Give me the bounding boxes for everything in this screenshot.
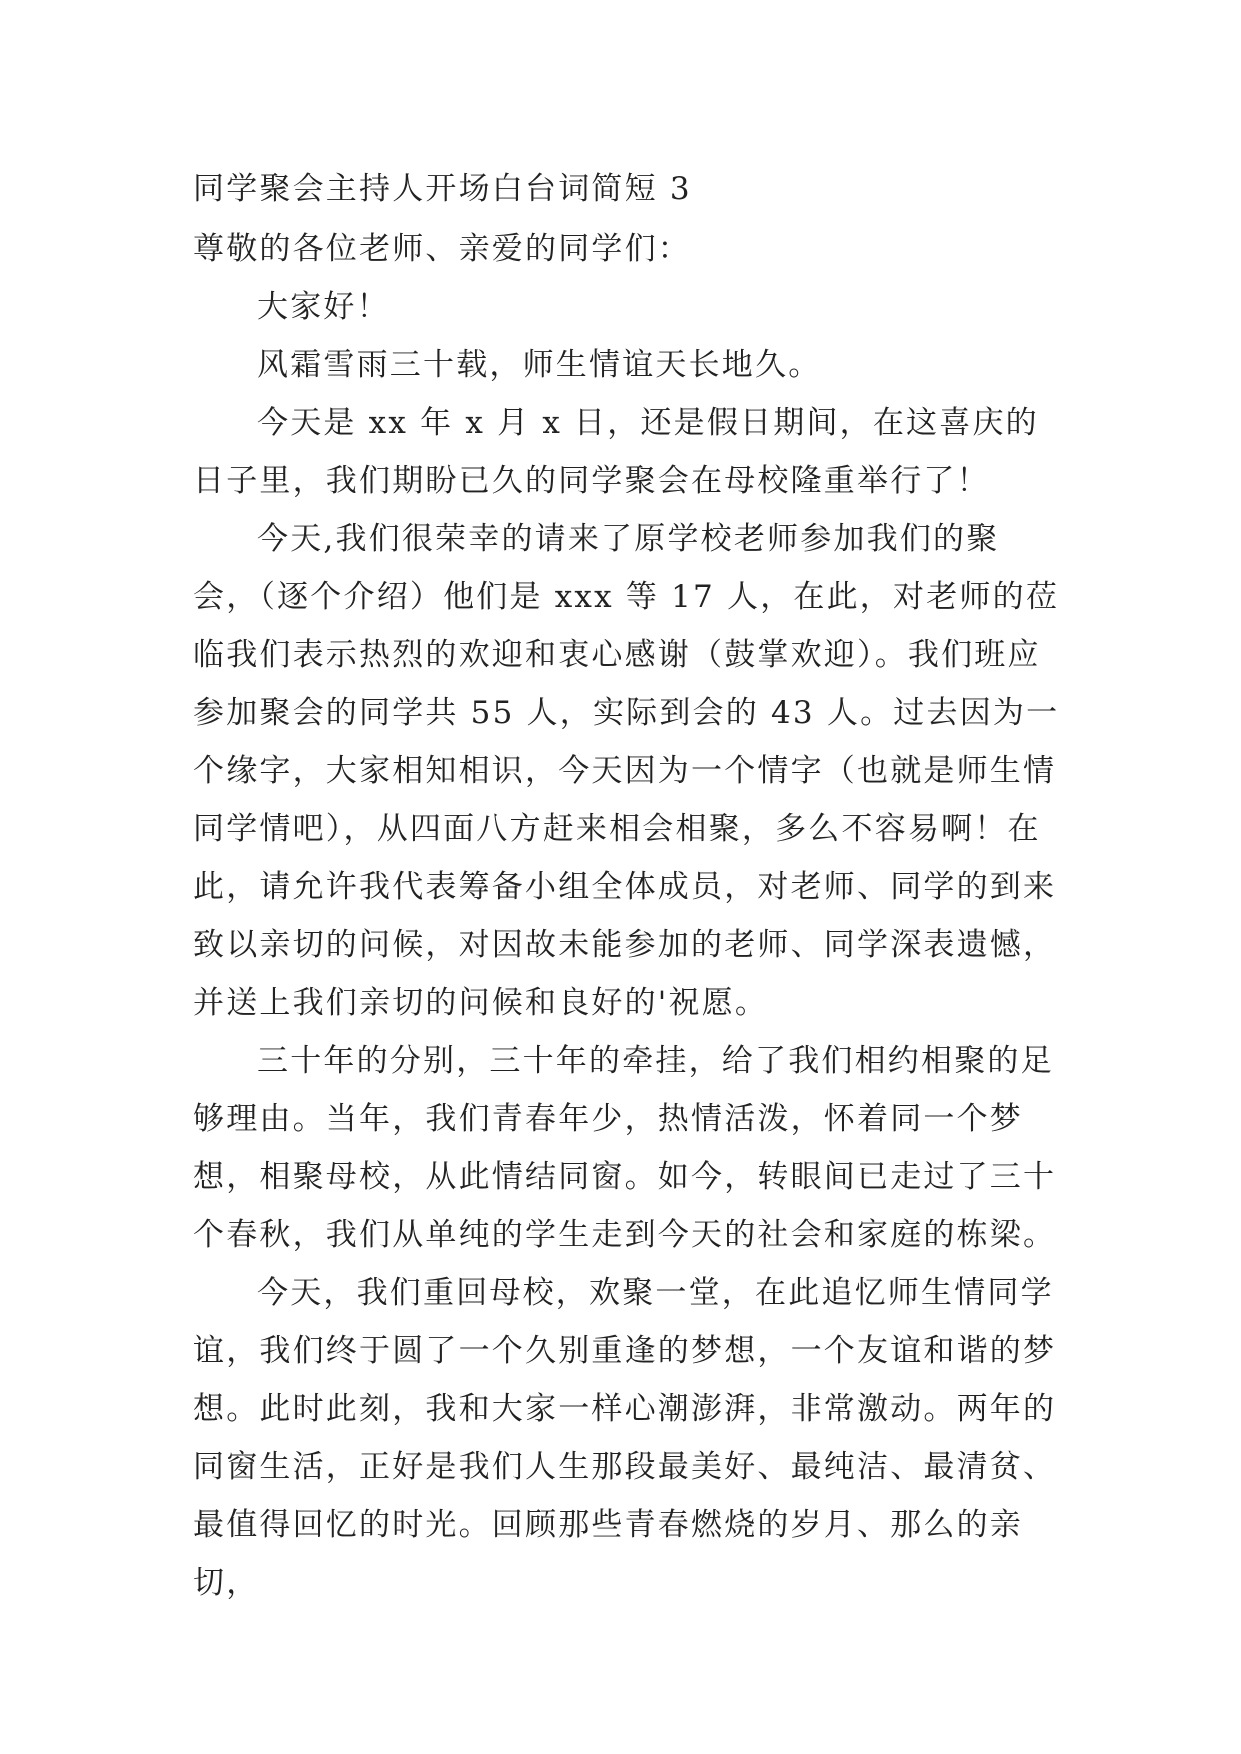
paragraph-thirty-years: 三十年的分别，三十年的牵挂，给了我们相约相聚的足够理由。当年，我们青春年少，热情活泼，怀着同一个梦想，相聚母校，从此情结同窗。如今，转眼间已走过了三十个春秋，我们从单纯的学生走到今天的社会和家庭的栋梁。 xyxy=(193,1043,1057,1253)
salutation: 尊敬的各位老师、亲爱的同学们： xyxy=(193,231,691,267)
paragraph-reunion: 今天，我们重回母校，欢聚一堂，在此追忆师生情同学谊，我们终于圆了一个久别重逢的梦想，一个友谊和谐的梦想。此时此刻，我和大家一样心潮澎湃，非常激动。两年的同窗生活，正好是我们人生那段最美好、最纯洁、最清贫、最值得回忆的时光。回顾那些青春燃烧的岁月、那么的亲切， xyxy=(193,1275,1057,1601)
document-body xyxy=(193,160,1063,1612)
document-title: 同学聚会主持人开场白台词简短 3 xyxy=(193,171,692,207)
paragraph-greeting: 大家好！ xyxy=(257,289,390,325)
paragraph-opening-line: 风霜雪雨三十载，师生情谊天长地久。 xyxy=(257,347,822,383)
paragraph-teachers: 今天,我们很荣幸的请来了原学校老师参加我们的聚会，（逐个介绍）他们是 xxx 等 17 人，在此，对老师的莅临我们表示热烈的欢迎和衷心感谢（鼓掌欢迎）。我们班应参加聚会的同学共 55 人，实际到会的 43 人。过去因为一个缘字，大家相知相识，今天因为一个情字（也就是师生情同学情吧），从四面八方赶来相会相聚，多么不容易啊！在此，请允许我代表筹备小组全体成员，对老师、同学的到来致以亲切的问候，对因故未能参加的老师、同学深表遗憾，并送上我们亲切的问候和良好的'祝愿。 xyxy=(193,521,1060,1021)
paragraph-date: 今天是 xx 年 x 月 x 日，还是假日期间，在这喜庆的日子里，我们期盼已久的同学聚会在母校隆重举行了！ xyxy=(193,405,1039,499)
